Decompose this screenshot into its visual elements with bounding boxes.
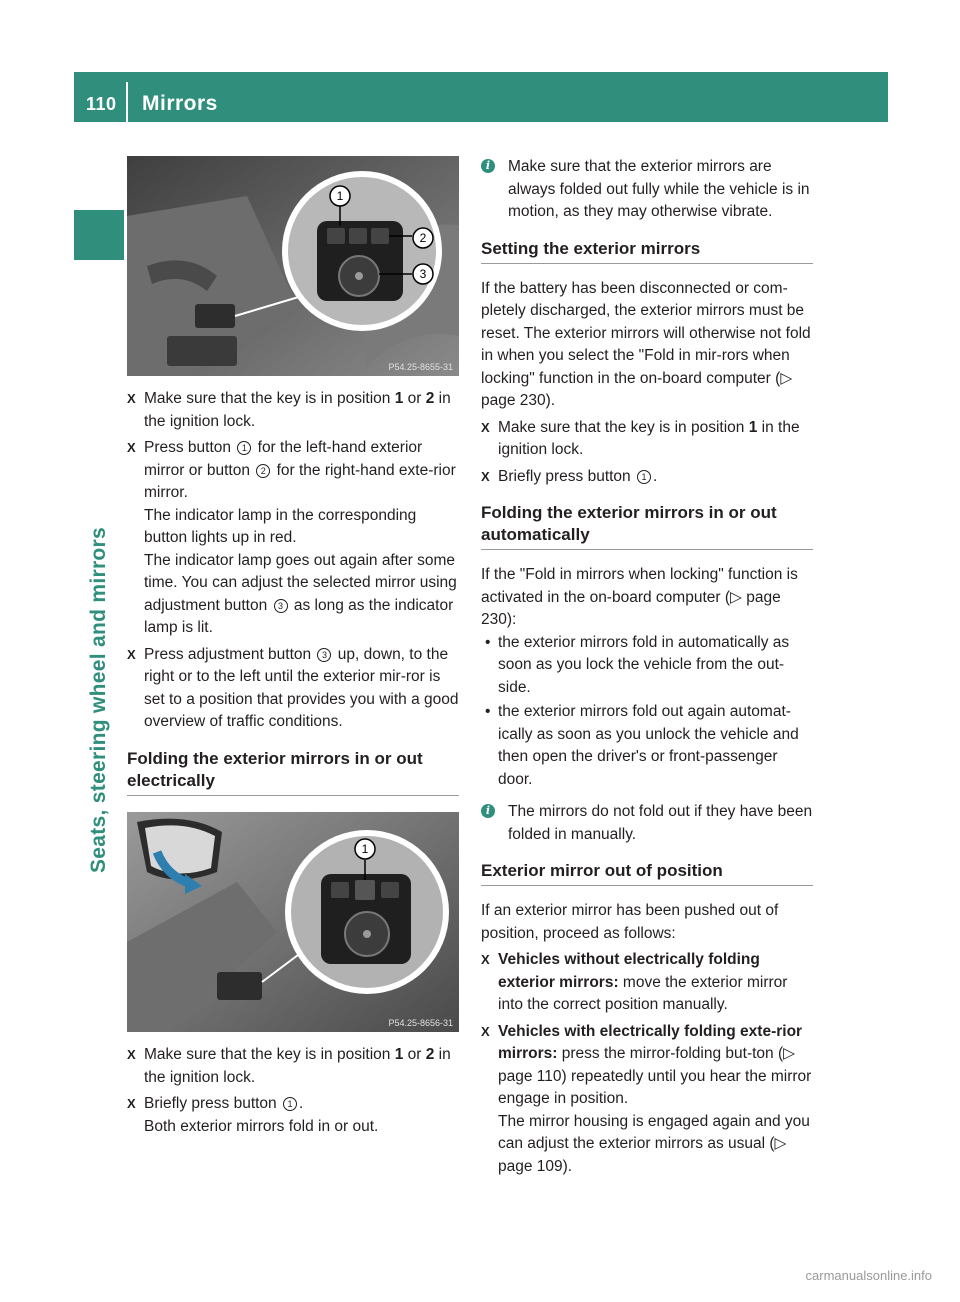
step-key-position-2: X Make sure that the key is in position 1 or 2 in the ignition lock. — [127, 1046, 451, 1086]
step-arrow-icon: X — [127, 391, 136, 406]
callout-2: 2 — [419, 231, 427, 245]
step-note-2: The indicator lamp goes out again after some time. You can adjust the selected mirror using adjustment button 3 as long as the indicator lamp is lit. — [144, 551, 457, 636]
step-key-position-3: X Make sure that the key is in position 1 in the ignition lock. — [481, 418, 800, 458]
page-ref-arrow-icon: ▷ — [730, 588, 742, 606]
step-arrow-icon: X — [481, 419, 490, 435]
callout-2-icon: 2 — [256, 464, 270, 478]
watermark: carmanualsonline.info — [805, 1268, 932, 1283]
step-note: The indicator lamp in the corresponding button lights up in red. — [144, 506, 417, 546]
figure1-illustration — [127, 156, 459, 376]
right-column — [481, 156, 813, 1182]
heading-folding-electrically: Folding the exterior mirrors in or out electrically — [127, 748, 459, 796]
step-arrow-icon: X — [127, 440, 136, 455]
step-arrow-icon: X — [481, 1023, 490, 1039]
info-icon: i — [481, 804, 495, 818]
figure-door-panel-mirror-buttons — [127, 156, 459, 376]
side-chapter-label: Seats, steering wheel and mirrors — [87, 526, 110, 874]
figure2-code: P54.25-8656-31 — [388, 1018, 453, 1028]
step-press-button: X Press button 1 for the left-hand exterior mirror or button 2 for the right-hand exte-rior mirror. The indicator lamp in the corresponding button lights up in red. The indicator lamp goes out again after some time. You can adjust the selected mirror using adjustment button 3 as long as the indicator lamp is lit. — [127, 437, 459, 640]
step-arrow-icon: X — [127, 646, 136, 662]
paragraph-auto: If the "Fold in mirrors when locking" function is activated in the on-board computer (▷ page 230): — [481, 566, 798, 628]
figure-mirror-folding — [127, 812, 459, 1032]
figure1-code: P54.25-8655-31 — [388, 362, 453, 372]
left-column-lower — [127, 1044, 459, 1142]
heading-setting-mirrors: Setting the exterior mirrors — [481, 238, 813, 264]
callout-1: 1 — [336, 189, 344, 203]
step-briefly-press: X Briefly press button 1 . Both exterior mirrors fold in or out. — [127, 1093, 459, 1138]
side-tab — [74, 210, 124, 260]
step-arrow-icon: X — [127, 1047, 136, 1062]
callout-1-icon: 1 — [637, 470, 651, 484]
heading-out-of-position: Exterior mirror out of position — [481, 860, 813, 886]
left-column — [127, 388, 459, 810]
step-arrow-icon: X — [127, 1096, 136, 1111]
heading-folding-automatically: Folding the exterior mirrors in or out automatically — [481, 502, 813, 550]
step-key-position: X Make sure that the key is in position 1 or 2 in the ignition lock. — [127, 390, 451, 430]
step-arrow-icon: X — [481, 468, 490, 484]
bullet-fold-in: • the exterior mirrors fold in automatically as soon as you lock the vehicle from the out-side. — [485, 633, 790, 696]
step-note: Both exterior mirrors fold in or out. — [144, 1117, 379, 1135]
paragraph-out: If an exterior mirror has been pushed out of position, proceed as follows: — [481, 902, 779, 942]
callout-1: 1 — [361, 842, 369, 856]
step-adjust: X Press adjustment button 3 up, down, to the right or to the left until the exterior mir-ror is set to a position that provides you with a good overview of traffic conditions. — [127, 645, 459, 730]
header-divider — [126, 82, 128, 122]
step-without-electric: X Vehicles without electrically folding exterior mirrors: move the exterior mirror into the correct position manually. — [481, 951, 788, 1013]
page-number: 110 — [86, 94, 117, 114]
section-title: Mirrors — [142, 92, 218, 115]
callout-1-icon: 1 — [237, 441, 251, 455]
page-ref-arrow-icon: ▷ — [774, 1135, 787, 1152]
paragraph-setting: If the battery has been disconnected or com-pletely discharged, the exterior mirrors must be reset. The exterior mirrors will otherwise not fold in when you select the "Fold in mir-rors when locking" function in the on-board computer (▷ page 230). — [481, 279, 811, 409]
callout-1-icon: 1 — [283, 1097, 297, 1111]
callout-3-icon: 3 — [317, 648, 331, 662]
step-note: The mirror housing is engaged again and you can adjust the exterior mirrors as usual (▷ page 109). — [498, 1112, 810, 1175]
page-ref-arrow-icon: ▷ — [780, 369, 793, 387]
step-with-electric: X Vehicles with electrically folding exte-rior mirrors: press the mirror-folding but-ton (▷ page 110) repeatedly until you hear the mirror engage in position. The mirror housing is engaged again and you can adjust the exterior mirrors as usual (▷ page 109). — [481, 1021, 813, 1179]
step-briefly-press-2: X Briefly press button 1 . — [481, 466, 813, 489]
info-note-vibrate: i Make sure that the exterior mirrors are always folded out fully while the vehicle is in motion, as they may otherwise vibrate. — [481, 156, 813, 224]
step-arrow-icon: X — [481, 952, 490, 967]
figure2-illustration — [127, 812, 459, 1032]
info-note-manual: i The mirrors do not fold out if they have been folded in manually. — [481, 801, 813, 846]
info-icon: i — [481, 159, 495, 173]
callout-3-icon: 3 — [274, 599, 288, 613]
page-ref-arrow-icon: ▷ — [783, 1045, 796, 1062]
bullet-fold-out: • the exterior mirrors fold out again automat-ically as soon as you unlock the vehicle and then open the driver's or front-passenger door. — [485, 703, 799, 788]
callout-3: 3 — [419, 267, 427, 281]
